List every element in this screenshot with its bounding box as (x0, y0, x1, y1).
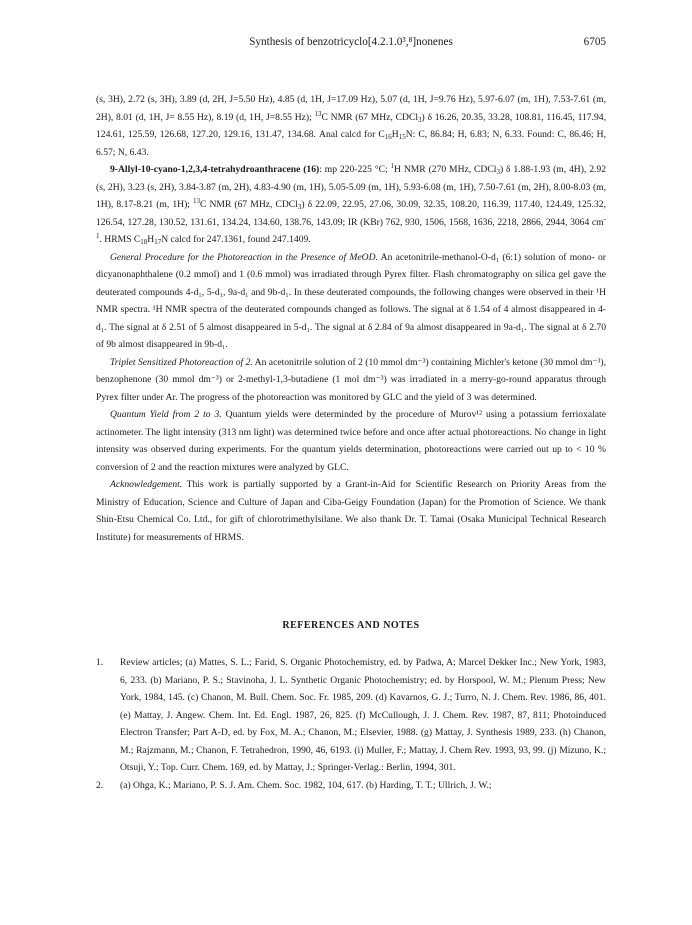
running-header (96, 36, 606, 52)
paragraph-quantum-yield: Quantum Yield from 2 to 3. Quantum yields were determinded by the procedure of Murov¹² using a potassium ferrioxalate actinometer. The light intensity (313 nm light) was determined twice before and once after actual photoreactions. No change in light intensity was observed during experiments. For the quantum yields determination, photoreactions were carried out up to < 10 % conversion of 2 and the reaction mixtures were analyzed by GLC. (96, 409, 606, 473)
section-heading: Acknowledgement. (110, 479, 183, 490)
reference-text: Review articles; (a) Mattes, S. L.; Farid, S. Organic Photochemistry, ed. by Padwa, A; Marcel Dekker Inc.; New York, 1983, 6, 233. (b) Mariano, P. S.; Stavinoha, J. L. Synthetic Organic Photochemistry; ed. by Horspool, W. M.; Plenum Press; New York, 1984, 145. (c) Chanon, M. Bull. Chem. Soc. Fr. 1985, 209. (d) Kavarnos, G. J.; Turro, N. J. Chem. Rev. 1986, 86, 401. (e) Mattay, J. Angew. Chem. Int. Ed. Engl. 1987, 26, 825. (f) McCullough, J. J. Chem. Rev. 1987, 87, 811; Photoinduced Electron Transfer; Part A-D, ed. by Fox, M. A.; Chanon, M.; Elsevier, 1988. (g) Mattay, J. Synthesis 1989, 233. (h) Chanon, M.; Rajzmann, M.; Chanon, F. Tetrahedron, 1990, 46, 6193. (i) Muller, F.; Mattay, J. Chem Rev. 1993, 93, 99. (j) Mizuno, K.; Otsuji, Y.; Top. Curr. Chem. 169, ed. by Mattay, J.; Springer-Verlag.: Berlin, 1994, 301. (120, 657, 606, 773)
references-list (96, 654, 606, 794)
references-heading: REFERENCES AND NOTES (282, 620, 420, 631)
paragraph-compound-data: (s, 3H), 2.72 (s, 3H), 3.89 (d, 2H, J=5.50 Hz), 4.85 (d, 1H, J=17.09 Hz), 5.07 (d, 1H, J=9.76 Hz), 5.97-6.07 (m, 1H), 7.53-7.61 (m, 2H), 8.01 (d, 1H, J= 8.55 Hz), 8.19 (d, 1H, J=8.55 Hz); $^{13}$C NMR (67 MHz, CDCl$_3$) δ 16.26, 20.35, 33.28, 108.81, 116.45, 117.94, 124.61, 125.59, 126.68, 127.20, 129.16, 131.47, 134.68. Anal calcd for $C_{16}H_{15}N$: C, 86.84; H, 6.83; N, 6.33. Found: C, 86.46; H, 6.57; N, 6.43. (96, 94, 606, 158)
section-heading: General Procedure for the Photoreaction in the Presence of MeOD. (110, 251, 378, 263)
page-number: 6705 (583, 36, 606, 48)
paragraph-triplet-sensitized: Triplet Sensitized Photoreaction of 2. An acetonitrile solution of 2 (10 mmol dm⁻³) containing Michler's ketone (30 mmol dm⁻³), benzophenone (30 mmol dm⁻³) or 2-methyl-1,3-butadiene (1 mol dm⁻³) was irradiated in a merry-go-round apparatus through Pyrex filter under Ar. The progress of the photoreaction was monitored by GLC and the yield of 3 was determined. (96, 356, 606, 403)
reference-item (96, 654, 606, 777)
section-heading: Quantum Yield from 2 to 3. (110, 409, 222, 420)
paragraph-meod-procedure: General Procedure for the Photoreaction in the Presence of MeOD. An acetonitrile-methanol-O-d₁ (6:1) solution of mono- or dicyanonaphthalene (0.2 mmol) and 1 (0.6 mmol) was irradiated through Pyrex filter. Flash chromatography on silica gel gave the deuterated compounds 4-d₁, 5-d₁, 9a-d₁ and 9b-d₁. In these deuterated compounds, the following changes were observed in their ¹H NMR spectra. ¹H NMR spectra of the deuterated compounds changed as follows. The signal at δ 1.54 of 4 almost disappeared in 4-d₁. The signal at δ 2.51 of 5 almost disappeared in 5-d₁. The signal at δ 2.84 of 9a almost disappeared in 9a-d₁. The signal at δ 2.70 of 9b almost disappeared in 9b-d₁. (96, 251, 607, 350)
compound-heading: 9-Allyl-10-cyano-1,2,3,4-tetrahydroanthracene (16) (110, 164, 320, 175)
reference-text: (a) Ohga, K.; Mariano, P. S. J. Am. Chem. Soc. 1982, 104, 617. (b) Harding, T. T.; Ullrich, J. W.; (120, 779, 492, 791)
paragraph-compound-16: 9-Allyl-10-cyano-1,2,3,4-tetrahydroanthracene (16): mp 220-225 °C; $^1$H NMR (270 MHz, CDCl$_3$) δ 1.88-1.93 (m, 4H), 2.92 (s, 2H), 3.23 (s, 2H), 3.84-3.87 (m, 2H), 4.83-4.90 (m, 1H), 5.05-5.09 (m, 1H), 5.93-6.08 (m, 1H), 7.50-7.61 (m, 2H), 8.00-8.03 (m, 1H), 8.17-8.21 (m, 1H); $^{13}$C NMR (67 MHz, CDCl$_3$) δ 22.09, 22.95, 27.06, 30.09, 32.35, 108.20, 116.39, 117.40, 124.49, 125.32, 126.54, 127.28, 130.52, 131.61, 134.24, 134.60, 138.76, 143.09; IR (KBr) 762, 930, 1506, 1568, 1636, 2218, 2866, 2944, 3064 $cm^{-1}$. HRMS $C_{18}H_{17}N$ calcd for 247.1361, found 247.1409. (96, 162, 606, 246)
reference-number: 1. (96, 657, 104, 668)
article-body (96, 91, 606, 546)
section-heading: Triplet Sensitized Photoreaction of 2. (110, 356, 253, 368)
reference-number: 2. (96, 779, 104, 791)
running-title: Synthesis of benzotricyclo[4.2.1.0³,⁸]nonenes (249, 36, 453, 48)
reference-item (96, 777, 606, 795)
paragraph-acknowledgement: Acknowledgement. This work is partially supported by a Grant-in-Aid for Scientific Research on Priority Areas from the Ministry of Education, Science and Culture of Japan and Ciba-Geigy Foundation (Japan) for the Promotion of Science. We thank Shin-Etsu Chemical Co. Ltd., for gift of chlorotrimethylsilane. We also thank Dr. T. Tamai (Osaka Municipal Technical Research Institute) for measurements of HRMS. (96, 479, 606, 543)
